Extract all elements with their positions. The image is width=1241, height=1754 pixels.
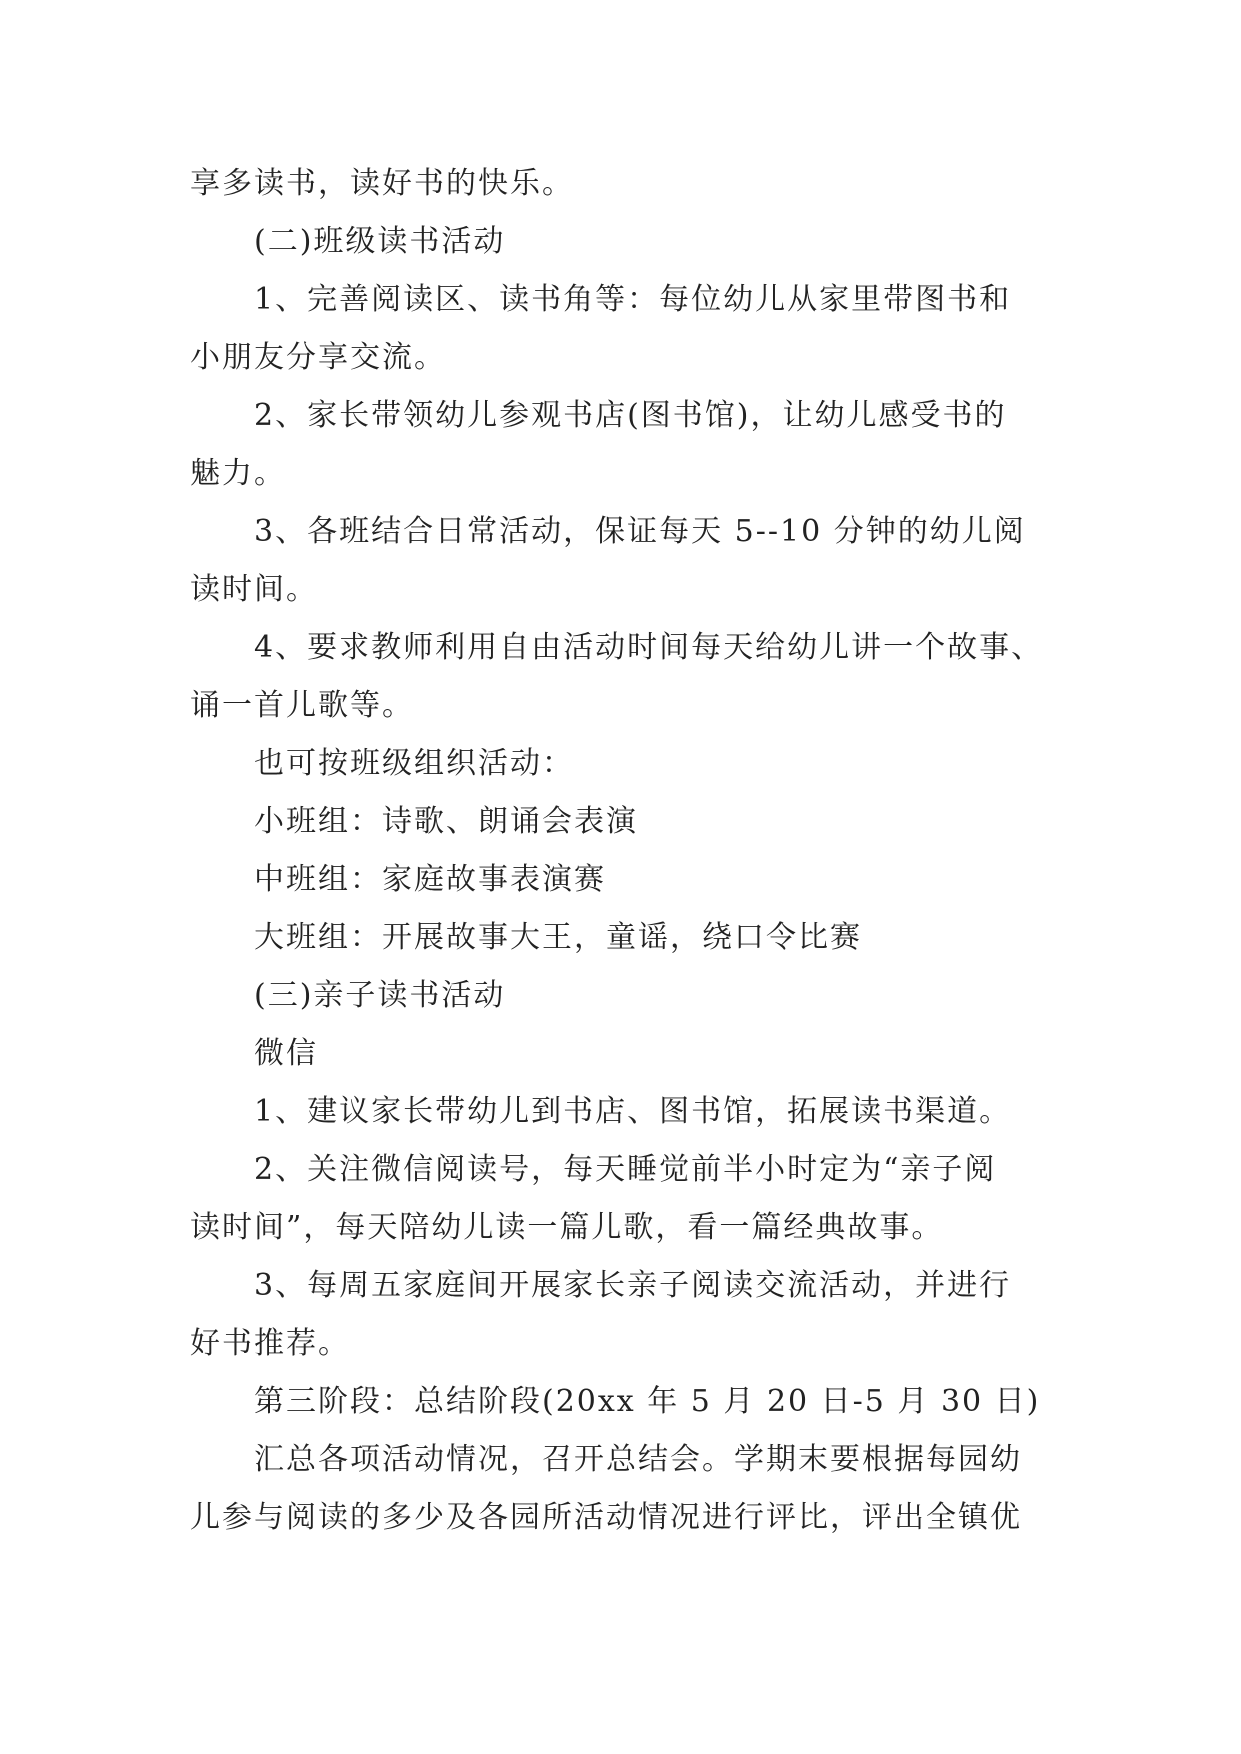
body-line: 汇总各项活动情况，召开总结会。学期末要根据每园幼 [254,1442,1022,1477]
body-line: 小班组：诗歌、朗诵会表演 [254,804,638,839]
body-line: 4、要求教师利用自由活动时间每天给幼儿讲一个故事、 [254,630,1044,665]
section-heading: (二)班级读书活动 [254,224,506,259]
body-line: 大班组：开展故事大王，童谣，绕口令比赛 [254,920,862,955]
body-line: 2、关注微信阅读号，每天睡觉前半小时定为“亲子阅 [254,1152,997,1187]
body-line: 也可按班级组织活动： [254,746,574,781]
body-line: 中班组：家庭故事表演赛 [254,862,606,897]
body-line: 读时间。 [190,572,318,607]
document-body [190,155,1050,1547]
body-line: 2、家长带领幼儿参观书店(图书馆)，让幼儿感受书的 [254,398,1007,433]
body-line: 3、每周五家庭间开展家长亲子阅读交流活动，并进行 [254,1268,1012,1303]
body-line: 小朋友分享交流。 [190,340,446,375]
section-heading: 第三阶段：总结阶段(20xx 年 5 月 20 日-5 月 30 日) [254,1384,1041,1419]
section-heading: (三)亲子读书活动 [254,978,506,1013]
body-line: 好书推荐。 [190,1326,350,1361]
body-line: 儿参与阅读的多少及各园所活动情况进行评比，评出全镇优 [190,1500,1022,1535]
body-line: 诵一首儿歌等。 [190,688,414,723]
body-line: 3、各班结合日常活动，保证每天 5--10 分钟的幼儿阅 [254,514,1026,549]
body-line: 魅力。 [190,456,286,491]
body-line: 1、建议家长带幼儿到书店、图书馆，拓展读书渠道。 [254,1094,1012,1129]
body-line: 读时间”，每天陪幼儿读一篇儿歌，看一篇经典故事。 [190,1210,944,1245]
body-line: 微信 [254,1036,318,1071]
body-line: 1、完善阅读区、读书角等：每位幼儿从家里带图书和 [254,282,1012,317]
body-line: 享多读书，读好书的快乐。 [190,166,574,201]
